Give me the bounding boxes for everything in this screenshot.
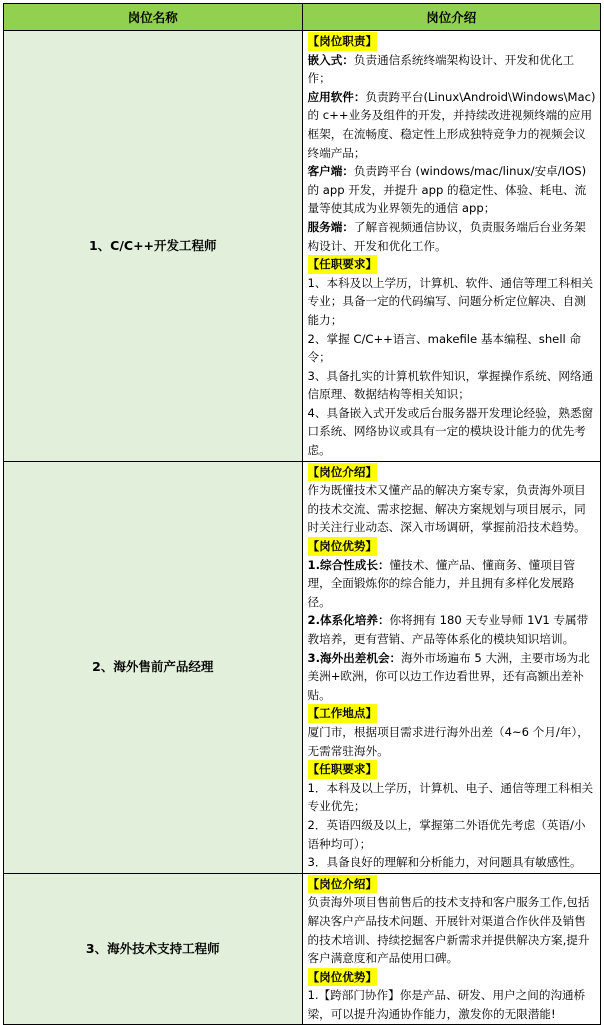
section-tag: 【岗位介绍】 bbox=[308, 463, 378, 482]
text-line: 客户端：负责跨平台 (windows/mac/linux/安卓/IOS) 的 app 开发，并提升 app 的稳定性、体验、耗电、流量等使其成为业界领先的通信 app； bbox=[307, 164, 587, 216]
text-line: 服务端：了解音视频通信协议，负责服务端后台业务架构设计、开发和优化工作。 bbox=[307, 219, 586, 253]
text-line: 1、本科及以上学历，计算机、软件、通信等理工科相关专业；具备一定的代码编写、问题分析定位解决、自测能力； bbox=[307, 275, 594, 327]
text-line: 2、掌握 C/C++语言、makefile 基本编程、shell 命令； bbox=[307, 331, 582, 365]
text-line: 4、具备嵌入式开发或后台服务器开发理论经验，熟悉窗口系统、网络协议或具有一定的模块设计能力的优先考虑。 bbox=[307, 405, 594, 458]
position-name: 2、海外售前产品经理 bbox=[4, 461, 303, 873]
text-line: 2．英语四级及以上，掌握第二外语优先考虑（英语/小语种均可）； bbox=[307, 817, 586, 851]
position-name: 1、C/C++开发工程师 bbox=[4, 31, 303, 462]
position-description bbox=[302, 31, 601, 462]
section-tag: 【岗位优势】 bbox=[308, 537, 378, 556]
section-tag: 【岗位介绍】 bbox=[308, 875, 378, 894]
text-line: 厦门市，根据项目需求进行海外出差（4~6 个月/年），无需常驻海外。 bbox=[307, 724, 589, 758]
section-tag: 【工作地点】 bbox=[308, 704, 378, 723]
text-line: 1.综合性成长：懂技术、懂产品、懂商务、懂项目管理，全面锻炼你的综合能力，并且拥有多样化发展路径。 bbox=[307, 557, 576, 609]
header-row bbox=[4, 4, 601, 31]
text-line: 嵌入式：负责通信系统终端架构设计、开发和优化工作； bbox=[307, 52, 575, 86]
job-table bbox=[3, 3, 601, 1025]
position-name: 3、海外技术支持工程师 bbox=[4, 873, 303, 1025]
text-line: 3、具备扎实的计算机软件知识，掌握操作系统、网络通信原理、数据结构等相关知识； bbox=[307, 368, 594, 402]
text-line: 应用软件：负责跨平台(Linux\Android\Windows\Mac)的 c++业务及组件的开发，并持续改进视频终端的应用框架，在流畅度、稳定性上形成独特竞争力的视频会议终端产品； bbox=[307, 89, 596, 160]
position-description bbox=[302, 873, 601, 1025]
text-line: 3.海外出差机会：海外市场遍布 5 大洲，主要市场为北美洲+欧洲，你可以边工作边看世界，还有高额出差补贴。 bbox=[307, 650, 590, 702]
job-row-tech-support bbox=[4, 873, 601, 1025]
header-position-name: 岗位名称 bbox=[4, 4, 303, 31]
section-tag: 【岗位职责】 bbox=[308, 32, 378, 51]
section-tag: 【岗位优势】 bbox=[308, 968, 378, 987]
text-line: 3．具备良好的理解和分析能力，对问题具有敏感性。 bbox=[307, 855, 582, 870]
text-line: 2.体系化培养：你将拥有 180 天专业导师 1V1 专属带教培养，更有营销、产品等体系化的模块知识培训。 bbox=[307, 613, 589, 646]
job-row-presales-pm bbox=[4, 461, 601, 873]
text-line: 作为既懂技术又懂产品的解决方案专家，负责海外项目的技术交流、需求挖掘、解决方案规划与项目展示，同时关注行业动态、深入市场调研，掌握前沿技术趋势。 bbox=[307, 483, 586, 535]
job-row-cpp-engineer bbox=[4, 31, 601, 462]
section-tag: 【任职要求】 bbox=[308, 255, 378, 274]
section-tag: 【任职要求】 bbox=[308, 760, 378, 779]
text-line: 1．本科及以上学历，计算机、电子、通信等理工科相关专业优先； bbox=[307, 780, 594, 814]
text-line: 负责海外项目售前售后的技术支持和客户服务工作,包括解决客户产品技术问题、开展针对渠道合作伙伴及销售的技术培训、持续挖掘客户新需求并提供解决方案,提升客户满意度和产品使用口碑。 bbox=[307, 895, 590, 966]
header-position-intro: 岗位介绍 bbox=[302, 4, 601, 31]
position-description bbox=[302, 461, 601, 873]
text-line: 1.【跨部门协作】你是产品、研发、用户之间的沟通桥梁，可以提升沟通协作能力，激发你的无限潜能! bbox=[307, 988, 586, 1021]
